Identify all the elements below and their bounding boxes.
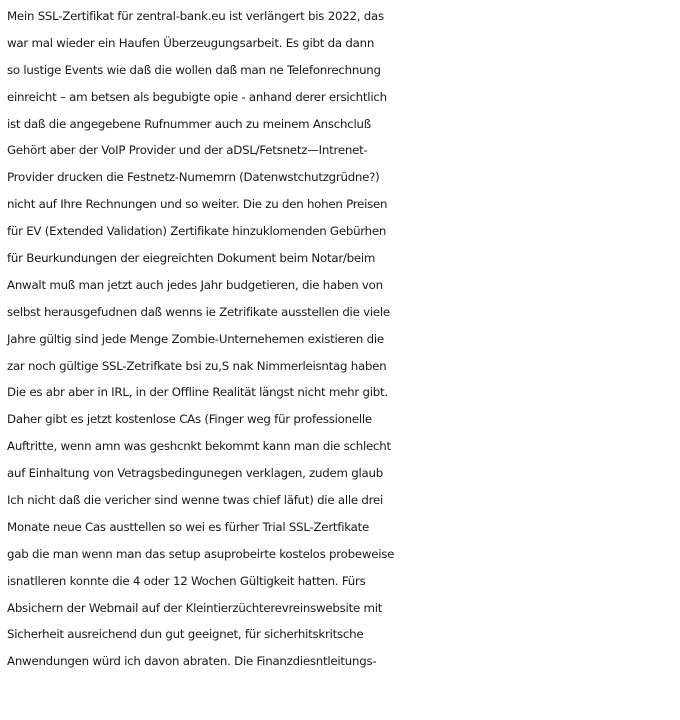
document-body (7, 3, 679, 675)
text-line: gab die man wenn man das setup asuprobeirte kostelos probeweise (7, 546, 395, 561)
text-line: Anwendungen würd ich davon abraten. Die Finanzdiesntleitungs- (7, 654, 377, 669)
text-line: Auftritte, wenn amn was geshcnkt bekommt kann man die schlecht (7, 439, 391, 454)
text-line: Absichern der Webmail auf der Kleintierzüchterevreinswebsite mit (7, 600, 383, 615)
text-line: für Beurkundungen der eiegreichten Dokument beim Notar/beim (7, 251, 376, 266)
text-line: zar noch gültige SSL-Zetrifkate bsi zu,S nak Nimmerleisntag haben (7, 358, 387, 373)
text-line: Ich nicht daß die vericher sind wenne twas chief läfut) die alle drei (7, 493, 383, 508)
text-line: Die es abr aber in IRL, in der Offline Realität längst nicht mehr gibt. (7, 385, 388, 400)
text-line: Anwalt muß man jetzt auch jedes Jahr budgetieren, die haben von (7, 277, 383, 292)
text-line: für EV (Extended Validation) Zertifikate hinzuklomenden Gebürhen (7, 224, 387, 239)
text-line: Sicherheit ausreichend dun gut geeignet, für sicherhitskritsche (7, 627, 364, 642)
text-line: nicht auf Ihre Rechnungen und so weiter. Die zu den hohen Preisen (7, 197, 388, 212)
text-line: auf Einhaltung von Vetragsbedingunegen verklagen, zudem glaub (7, 466, 383, 481)
text-line: so lustige Events wie daß die wollen daß man ne Telefonrechnung (7, 62, 381, 77)
text-line: Mein SSL-Zertifikat für zentral-bank.eu ist verlängert bis 2022, das (7, 9, 384, 23)
text-line: war mal wieder ein Haufen Überzeugungsarbeit. Es gibt da dann (7, 35, 375, 50)
text-line: Gehört aber der VoIP Provider und der aDSL/Fetsnetz—Intrenet- (7, 143, 368, 158)
text-line: Monate neue Cas austtellen so wei es fürher Trial SSL-Zertfikate (7, 519, 369, 534)
text-line: ist daß die angegebene Rufnummer auch zu meinem Anschcluß (7, 116, 371, 131)
text-line: einreicht – am betsen als begubigte opie - anhand derer ersichtlich (7, 89, 387, 104)
text-line: isnatlleren konnte die 4 oder 12 Wochen Gültigkeit hatten. Fürs (7, 573, 366, 588)
text-line: Jahre gültig sind jede Menge Zombie-Unternehemen existieren die (7, 331, 384, 346)
text-line: Provider drucken die Festnetz-Numemrn (Datenwstchutzgrüdne?) (7, 170, 380, 185)
text-line: selbst herausgefudnen daß wenns ie Zetrifikate ausstellen die viele (7, 304, 390, 319)
text-line: Daher gibt es jetzt kostenlose CAs (Finger weg für professionelle (7, 412, 372, 427)
